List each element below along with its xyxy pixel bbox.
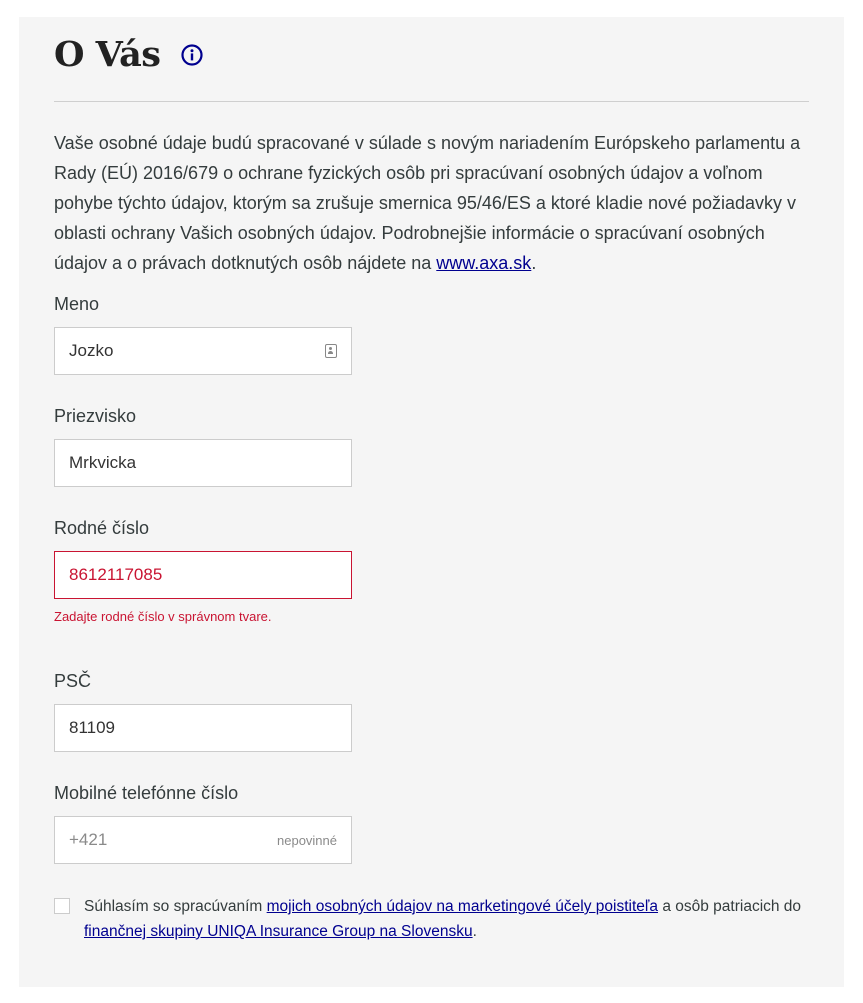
- mobile-field[interactable]: [54, 816, 352, 864]
- birth-number-value[interactable]: 8612117085: [69, 565, 163, 584]
- mobile-optional-hint: nepovinné: [277, 832, 337, 848]
- marketing-consent-checkbox[interactable]: [54, 898, 70, 914]
- axa-website-link[interactable]: www.axa.sk: [436, 253, 532, 273]
- postal-code-value[interactable]: 81109: [69, 718, 116, 737]
- contact-card-icon[interactable]: [325, 344, 337, 358]
- marketing-purposes-link[interactable]: mojich osobných údajov na marketingové účely poistiteľa: [266, 898, 659, 915]
- postal-code-label: PSČ: [54, 671, 92, 691]
- first-name-field[interactable]: [54, 327, 352, 375]
- privacy-notice: [54, 128, 814, 278]
- consent-text-1: Súhlasím so spracúvaním: [84, 898, 267, 915]
- consent-text-3: .: [472, 923, 477, 940]
- mobile-label: Mobilné telefónne číslo: [54, 783, 239, 803]
- last-name-field[interactable]: [54, 439, 352, 487]
- birth-number-error: Zadajte rodné číslo v správnom tvare.: [54, 609, 272, 624]
- last-name-value[interactable]: Mrkvicka: [69, 453, 137, 472]
- birth-number-field[interactable]: [54, 551, 352, 599]
- section-header: [54, 35, 203, 75]
- first-name-value[interactable]: Jozko: [69, 341, 114, 360]
- about-you-section: [19, 17, 844, 987]
- first-name-label: Meno: [54, 294, 100, 314]
- section-divider: [54, 101, 809, 102]
- postal-code-field[interactable]: [54, 704, 352, 752]
- uniqa-group-link[interactable]: finančnej skupiny UNIQA Insurance Group na Slovensku: [84, 923, 473, 940]
- birth-number-label: Rodné číslo: [54, 518, 150, 538]
- info-icon[interactable]: [181, 44, 203, 66]
- marketing-consent: [54, 894, 814, 944]
- section-title: O Vás: [54, 34, 161, 75]
- privacy-notice-text: Vaše osobné údaje budú spracované v súlade s novým nariadením Európskeho parlamentu a Rady (EÚ) 2016/679 o ochrane fyzických osôb pri spracúvaní osobných údajov a voľnom pohybe týchto údajov, ktorým sa zrušuje smernica 95/46/ES a ktoré kladie nové požiadavky v oblasti ochrany Vašich osobných údajov. Podrobnejšie informácie o spracúvaní osobných údajov a o právach dotknutých osôb nájdete na: [54, 133, 801, 273]
- last-name-label: Priezvisko: [54, 406, 137, 426]
- privacy-notice-end: .: [531, 253, 537, 273]
- mobile-placeholder[interactable]: +421: [69, 830, 108, 849]
- consent-text: [84, 894, 814, 944]
- consent-text-2: a osôb patriacich do: [658, 898, 802, 915]
